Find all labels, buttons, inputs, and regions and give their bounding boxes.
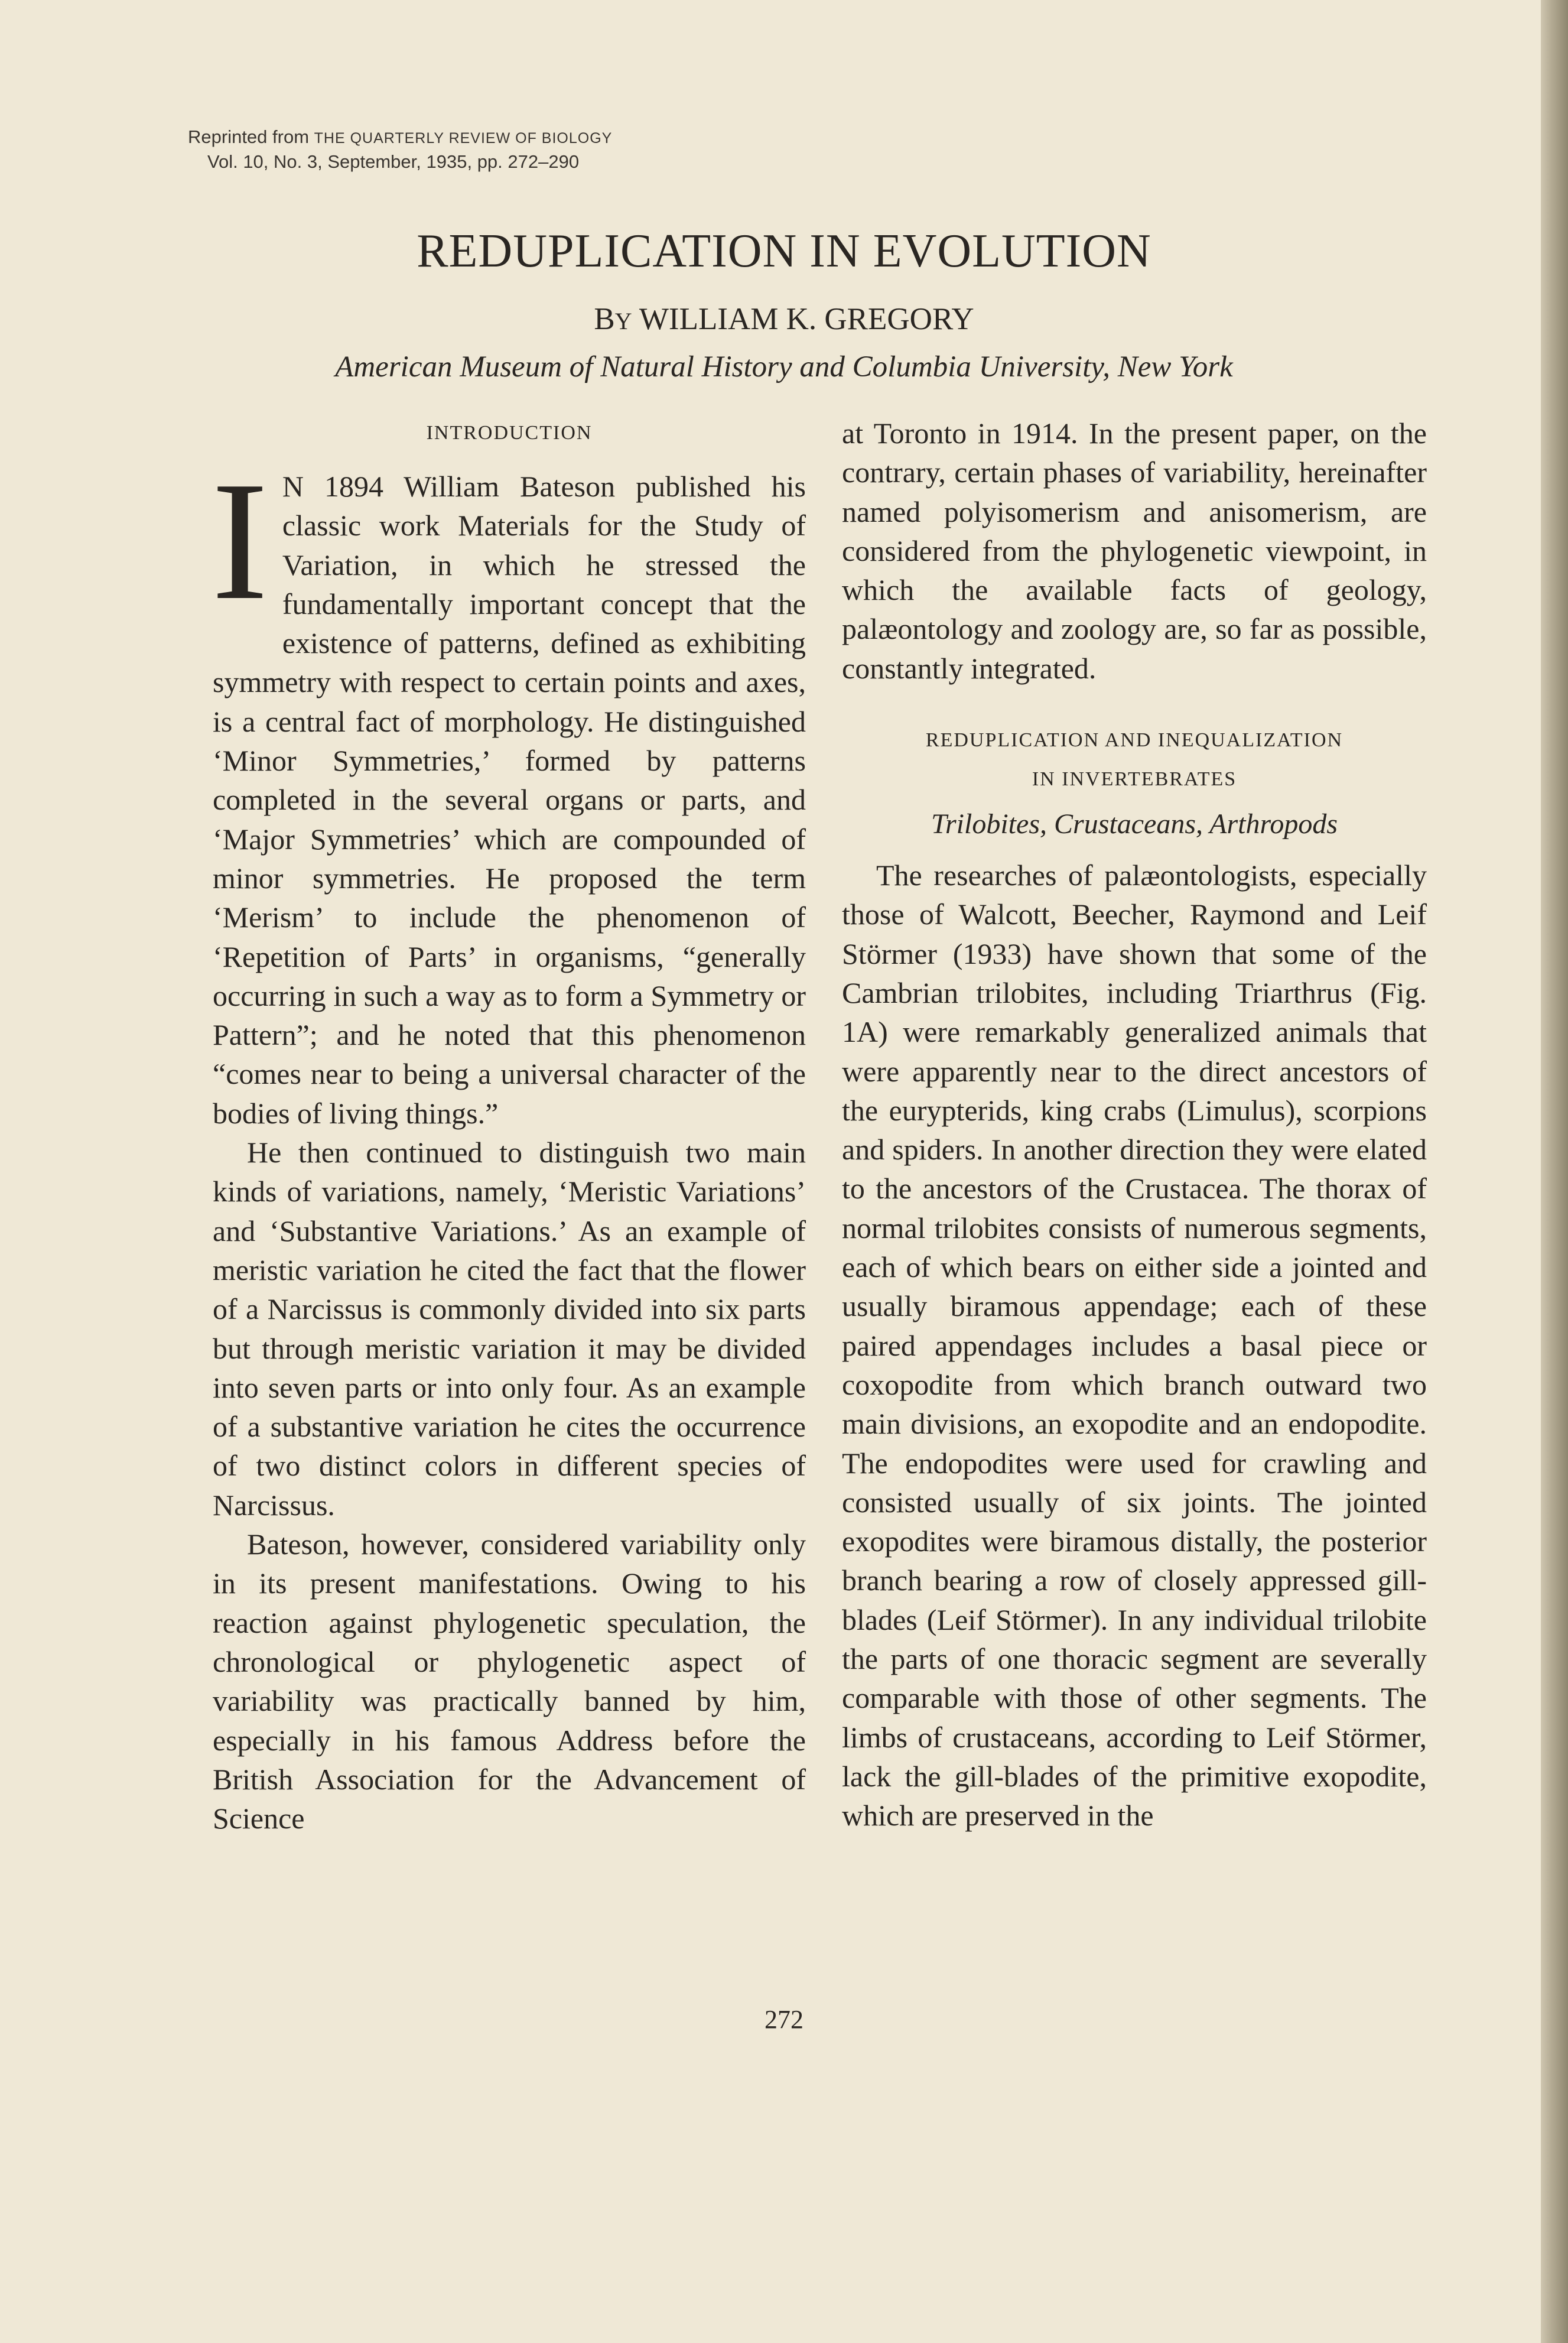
- reprint-line-1: [188, 125, 612, 150]
- left-column: [213, 414, 806, 1838]
- page-number: 272: [765, 2005, 803, 2034]
- paragraph-intro-2: He then continued to distinguish two main kinds of variations, namely, ‘Meristic Variations’ and ‘Substantive Variations.’ As an example of meristic variation he cited the fact that the flower of a Narcissus is commonly divided into six parts but through meristic variation it may be divided into seven parts or into only four. As an example of a substantive variation he cites the occurrence of two distinct colors in different species of Narcissus.: [213, 1136, 806, 1522]
- paragraph-intro-1-text: N 1894 William Bateson published his classic work Materials for the Study of Variation, in which he stressed the fundamentally important concept that the existence of patterns, defined as exhibiting symmetry with respect to certain points and axes, is a central fact of morphology. He distinguished ‘Minor Symmetries,’ formed by patterns completed in the several organs or parts, and ‘Major Symmetries’ which are compounded of minor symmetries. He proposed the term ‘Merism’ to include the phenomenon of ‘Repetition of Parts’ in organisms, “generally occurring in such a way as to form a Symmetry or Pattern”; and he noted that this phenomenon “comes near to being a universal character of the bodies of living things.”: [213, 470, 806, 1130]
- byline: [0, 301, 1568, 337]
- reprint-line-2: Vol. 10, No. 3, September, 1935, pp. 272–290: [207, 151, 580, 172]
- author-affiliation: American Museum of Natural History and Columbia University, New York: [335, 350, 1233, 384]
- section-heading-introduction: INTRODUCTION: [426, 422, 593, 444]
- journal-name: THE QUARTERLY REVIEW OF BIOLOGY: [314, 130, 613, 147]
- section-heading-invertebrates: IN INVERTEBRATES: [1032, 768, 1237, 791]
- section-heading-reduplication: REDUPLICATION AND INEQUALIZATION: [925, 729, 1343, 752]
- author-name: WILLIAM K. GREGORY: [639, 302, 974, 336]
- reprint-prefix: Reprinted from: [188, 126, 314, 147]
- paragraph-intro-3: Bateson, however, considered variability only in its present manifestations. Owing to his reaction against phylogenetic speculation, the chronological or phylogenetic aspect of variability was practically banned by him, especially in his famous Address before the British Association for the Advancement of Science: [213, 1528, 806, 1835]
- reprint-note: [188, 125, 612, 174]
- paragraph-intro-1: [212, 447, 806, 1133]
- paragraph-right-2: The researches of palæontologists, especially those of Walcott, Beecher, Raymond and Leif Störmer (1933) have shown that some of the Cambrian trilobites, including Triarthrus (Fig. 1A) were remarkably generalized animals that were apparently near to the direct ancestors of the eurypterids, king crabs (Limulus), scorpions and spiders. In another direction they were elated to the ancestors of the Crustacea. The thorax of normal trilobites consists of numerous segments, each of which bears on either side a jointed and usually biramous appendage; each of these paired appendages includes a basal piece or coxopodite from which branch outward two main divisions, an exopodite and an endopodite. The endopodites were used for crawling and consisted usually of six joints. The jointed exopodites were biramous distally, the posterior branch bearing a row of closely appressed gill-blades (Leif Störmer). In any individual trilobite the parts of one thoracic segment are severally comparable with those of other segments. The limbs of crustaceans, according to Leif Störmer, lack the gill-blades of the primitive exopodite, which are preserved in the: [842, 859, 1427, 1832]
- drop-cap: I: [212, 447, 268, 635]
- byline-by: BY: [594, 302, 632, 336]
- right-column: [842, 414, 1427, 1835]
- paragraph-right-1: at Toronto in 1914. In the present paper, on the contrary, certain phases of variability, hereinafter named polyisomerism and anisomerism, are considered from the phylogenetic viewpoint, in which the available facts of geology, palæontology and zoology are, so far as possible, constantly integrated.: [842, 417, 1427, 685]
- spacer: [842, 688, 1427, 721]
- article-title: REDUPLICATION IN EVOLUTION: [417, 225, 1151, 277]
- subsection-heading-trilobites: Trilobites, Crustaceans, Arthropods: [931, 808, 1338, 840]
